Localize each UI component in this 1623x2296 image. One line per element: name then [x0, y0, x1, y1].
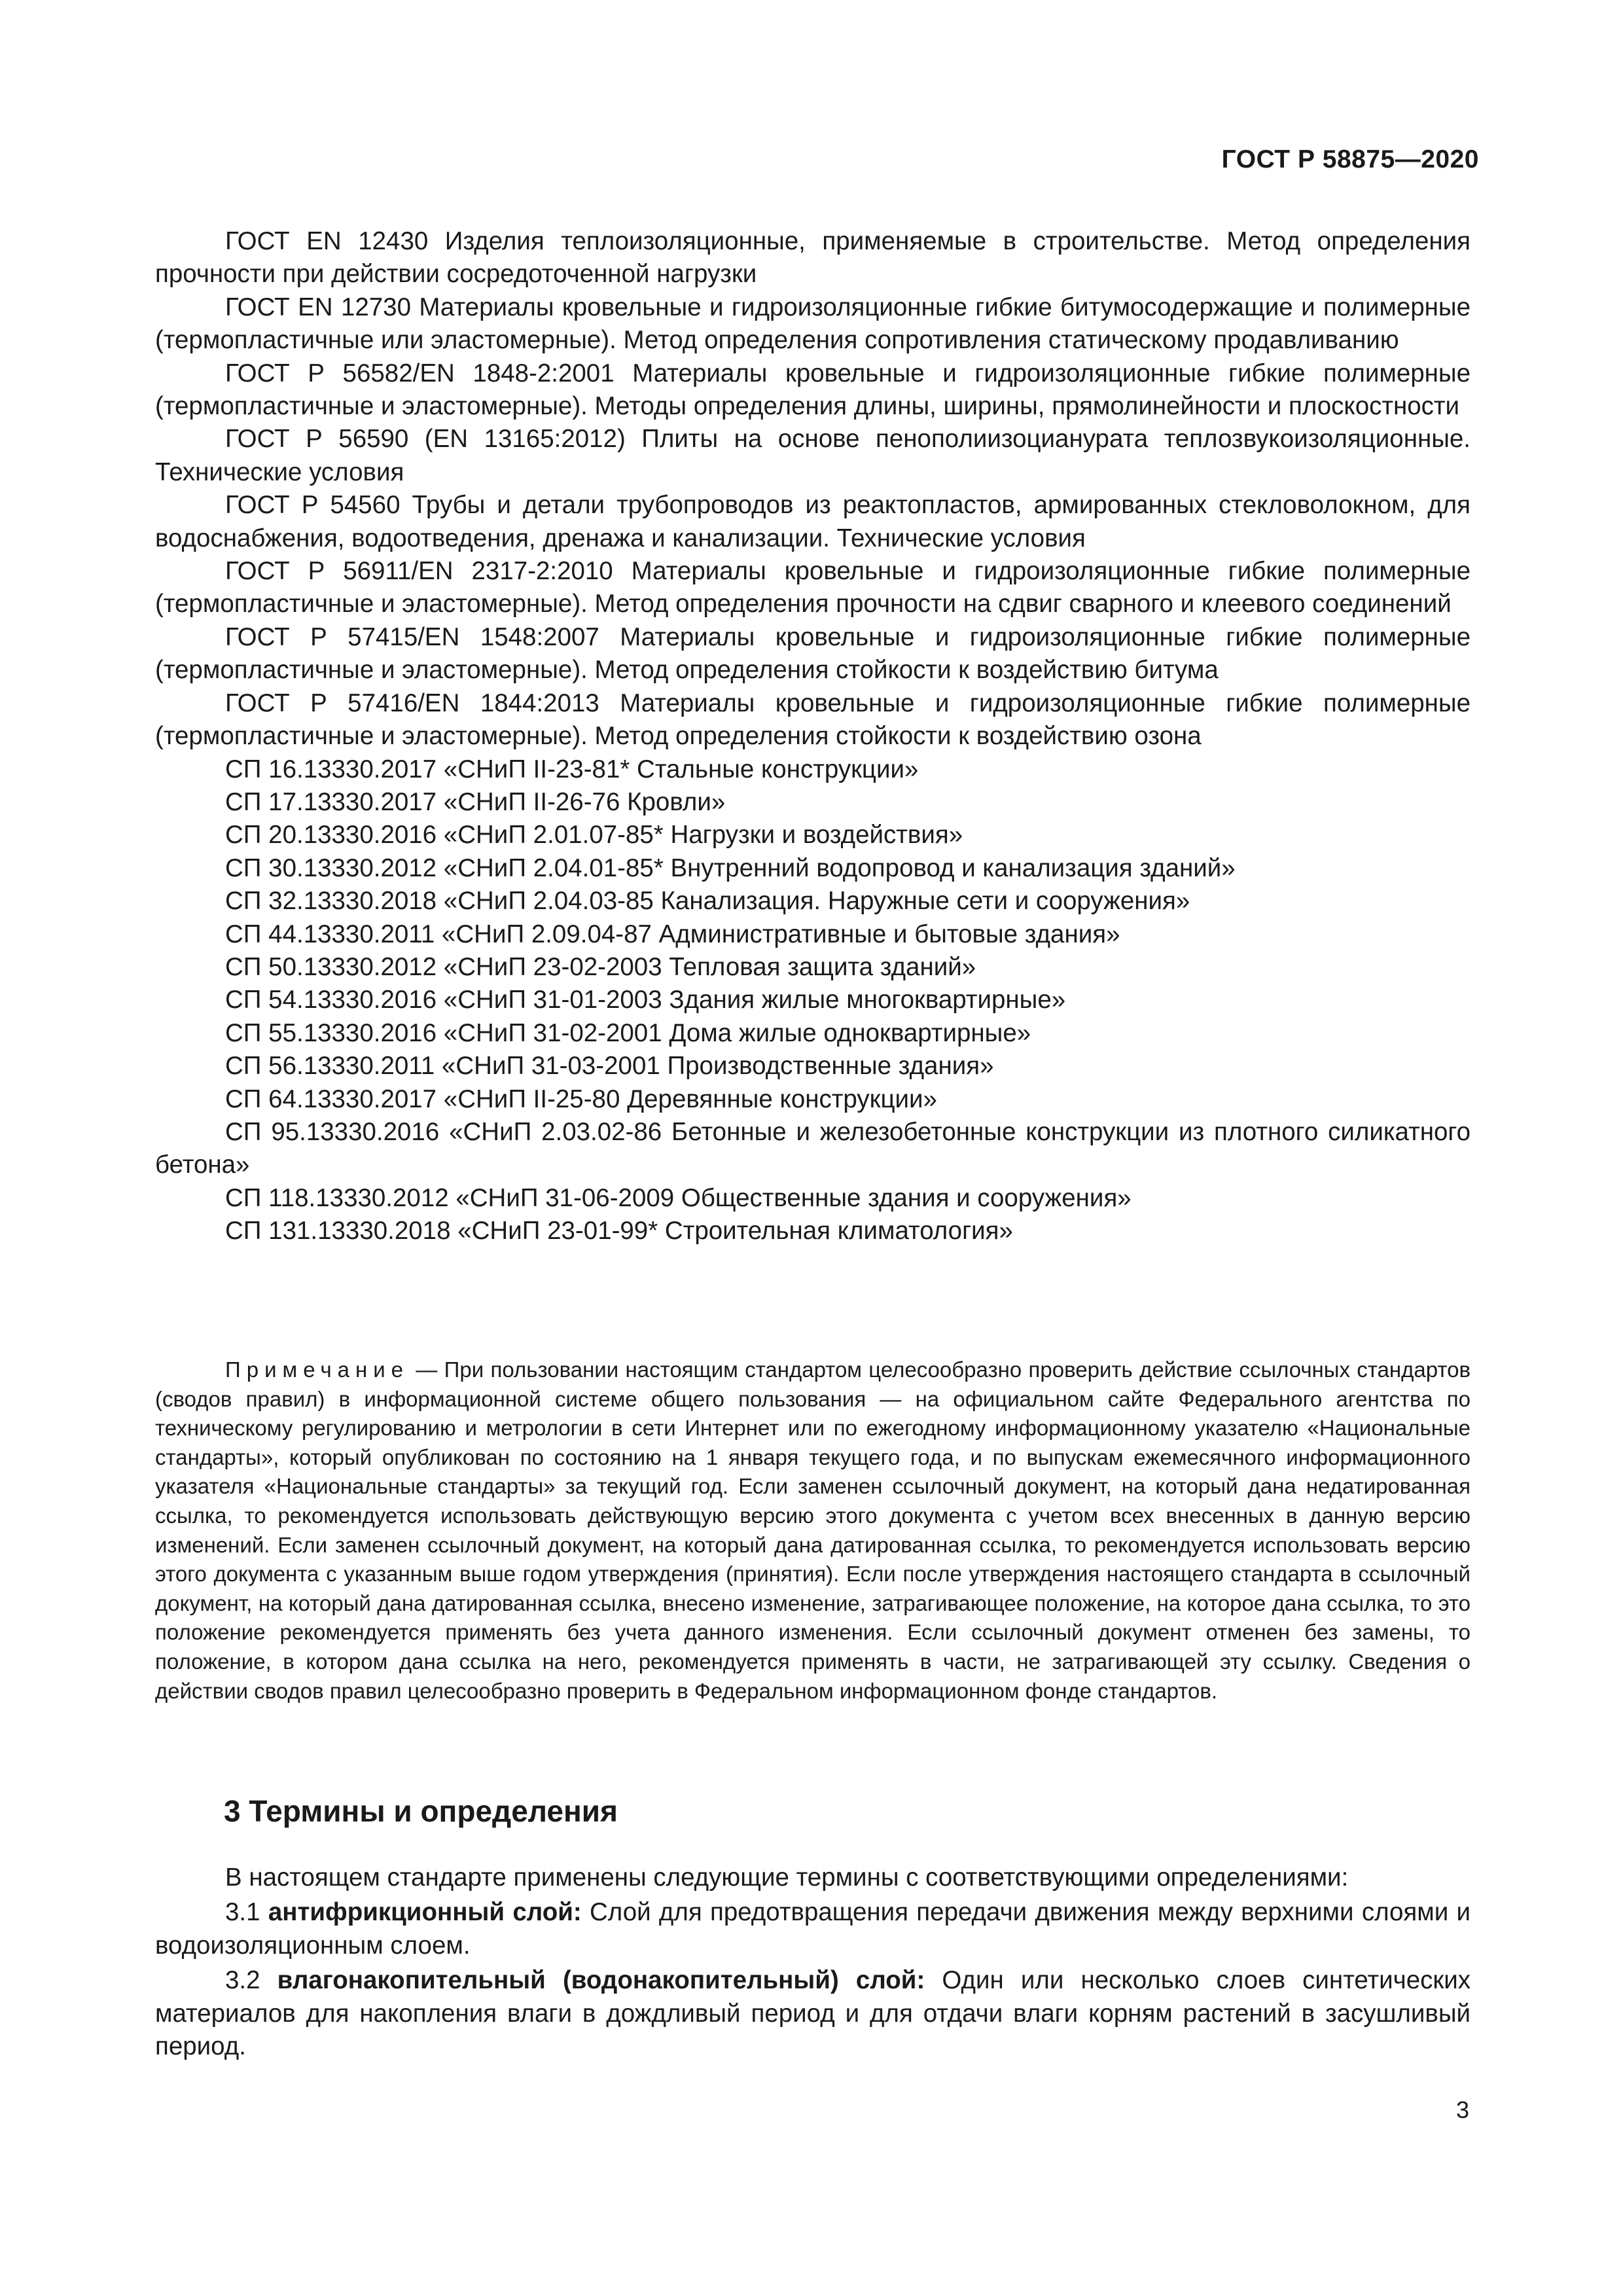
reference-item: СП 55.13330.2016 «СНиП 31-02-2001 Дома жилые одноквартирные» [225, 1018, 1031, 1047]
reference-item: ГОСТ Р 56590 (EN 13165:2012) Плиты на основе пенополиизоцианурата теплозвукоизоляционные. Технические условия [155, 425, 1471, 486]
reference-item: СП 17.13330.2017 «СНиП II-26-76 Кровли» [225, 787, 726, 816]
reference-item: СП 118.13330.2012 «СНиП 31-06-2009 Общественные здания и сооружения» [225, 1183, 1132, 1212]
term-definition: Один или несколько слоев синтетических материалов для накопления влаги в дождливый период и для отдачи влаги корням растений в засушливый период. [155, 1966, 1471, 2061]
term-name: антифрикционный слой: [268, 1898, 582, 1927]
note-block [155, 1355, 1471, 1706]
note-text: — При пользовании настоящим стандартом целесообразно проверить действие ссылочных стандартов (сводов правил) в информационной системе общего пользования — на официальном сайте Федерального агентства по техническому регулированию и метрологии в сети Интернет или по ежегодному информационному указателю «Национальные стандарты», который опубликован по состоянию на 1 января текущего года, и по выпускам ежемесячного информационного указателя «Национальные стандарты» за текущий год. Если заменен ссылочный документ, на который дана недатированная ссылка, то рекомендуется использовать действующую версию этого документа с учетом всех внесенных в данную версию изменений. Если заменен ссылочный документ, на который дана датированная ссылка, то рекомендуется использовать версию этого документа с указанным выше годом утверждения (принятия). Если после утверждения настоящего стандарта в ссылочный документ, на который дана датированная ссылка, внесено изменение, затрагивающее положение, на которое дана ссылка, то это положение рекомендуется применять без учета данного изменения. Если ссылочный документ отменен без замены, то положение, в котором дана ссылка на него, рекомендуется применять в части, не затрагивающей эту ссылку. Сведения о действии сводов правил целесообразно проверить в Федеральном информационном фонде стандартов. [155, 1357, 1471, 1703]
document-code-header: ГОСТ Р 58875—2020 [1221, 145, 1479, 173]
section-intro: В настоящем стандарте применены следующие термины с соответствующими определениями: [225, 1863, 1349, 1892]
reference-item: СП 50.13330.2012 «СНиП 23-02-2003 Тепловая защита зданий» [225, 952, 976, 981]
reference-item: СП 95.13330.2016 «СНиП 2.03.02-86 Бетонные и железобетонные конструкции из плотного силикатного бетона» [155, 1117, 1471, 1179]
page-number: 3 [1455, 2096, 1469, 2123]
note-label: Примечание [225, 1357, 410, 1382]
reference-item: ГОСТ EN 12430 Изделия теплоизоляционные, применяемые в строительстве. Метод определения прочности при действии сосредоточенной нагрузки [155, 227, 1471, 289]
note-paragraph [155, 1355, 1471, 1706]
reference-item: СП 20.13330.2016 «СНиП 2.01.07-85* Нагрузки и воздействия» [225, 821, 963, 850]
reference-item: ГОСТ Р 56582/EN 1848-2:2001 Материалы кровельные и гидроизоляционные гибкие полимерные (термопластичные и эластомерные). Методы определения длины, ширины, прямолинейности и плоскостности [155, 359, 1471, 421]
reference-item: СП 16.13330.2017 «СНиП II-23-81* Стальные конструкции» [225, 755, 919, 783]
terms-section [155, 1861, 1471, 2065]
reference-item: СП 131.13330.2018 «СНиП 23-01-99* Строительная климатология» [225, 1217, 1013, 1246]
term-definition: Слой для предотвращения передачи движения между верхними слоями и водоизоляционным слоем. [155, 1898, 1471, 1960]
reference-item: ГОСТ Р 57415/EN 1548:2007 Материалы кровельные и гидроизоляционные гибкие полимерные (термопластичные и эластомерные). Метод определения стойкости к воздействию битума [155, 622, 1471, 685]
reference-item: СП 64.13330.2017 «СНиП II-25-80 Деревянные конструкции» [225, 1085, 937, 1113]
reference-item: ГОСТ EN 12730 Материалы кровельные и гидроизоляционные гибкие битумосодержащие и полимерные (термопластичные или эластомерные). Метод определения сопротивления статическому продавливанию [155, 293, 1471, 355]
reference-item: СП 56.13330.2011 «СНиП 31-03-2001 Производственные здания» [225, 1052, 994, 1081]
normative-references-list [155, 225, 1471, 1248]
reference-item: СП 32.13330.2018 «СНиП 2.04.03-85 Канализация. Наружные сети и сооружения» [225, 887, 1190, 916]
reference-item: ГОСТ Р 57416/EN 1844:2013 Материалы кровельные и гидроизоляционные гибкие полимерные (термопластичные и эластомерные). Метод определения стойкости к воздействию озона [155, 689, 1471, 751]
reference-item: СП 30.13330.2012 «СНиП 2.04.01-85* Внутренний водопровод и канализация зданий» [225, 853, 1236, 882]
reference-item: ГОСТ Р 56911/EN 2317-2:2010 Материалы кровельные и гидроизоляционные гибкие полимерные (термопластичные и эластомерные). Метод определения прочности на сдвиг сварного и клеевого соединений [155, 557, 1471, 619]
reference-item: СП 44.13330.2011 «СНиП 2.09.04-87 Административные и бытовые здания» [225, 920, 1120, 948]
term-entry [155, 1964, 1471, 2063]
term-name: влагонакопительный (водонакопительный) слой: [277, 1966, 925, 1995]
term-number: 3.2 [225, 1966, 277, 1995]
reference-item: СП 54.13330.2016 «СНиП 31-01-2003 Здания жилые многоквартирные» [225, 986, 1066, 1014]
section-title: 3 Термины и определения [224, 1794, 618, 1828]
reference-item: ГОСТ Р 54560 Трубы и детали трубопроводов из реактопластов, армированных стекловолокном, для водоснабжения, водоотведения, дренажа и канализации. Технические условия [155, 491, 1471, 552]
term-entry [155, 1896, 1471, 1962]
term-number: 3.1 [225, 1898, 268, 1927]
